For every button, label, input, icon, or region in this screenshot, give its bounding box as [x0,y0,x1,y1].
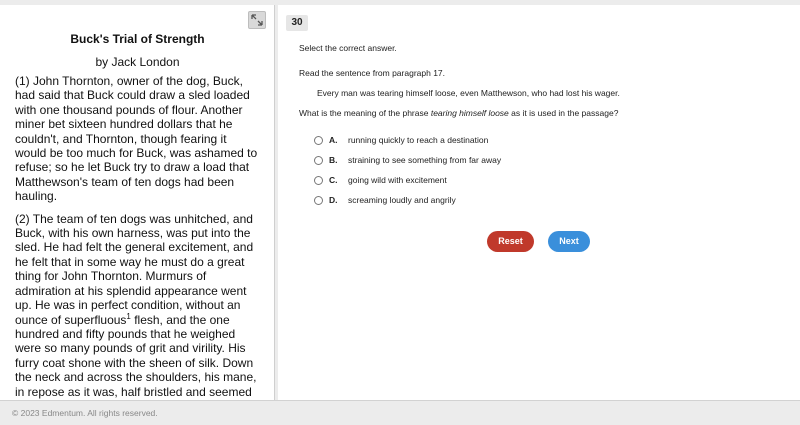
question-stem-end: as it is used in the passage? [508,108,619,118]
paragraph-2-text-start: (2) The team of ten dogs was unhitched, and Buck, with his own harness, was put into the sled. He had felt the general excitement, and he felt that in some way he must do a great thing for John Thornton. Murmurs of admiration at his splendid appearance went up. He was in perfect condition, without an ounce of superfluous [15,211,254,327]
passage-title: Buck's Trial of Strength [70,32,205,46]
choice-c-letter: C. [329,175,338,185]
choice-c-text: going wild with excitement [348,175,447,185]
copyright-text: © 2023 Edmentum. All rights reserved. [12,408,158,418]
question-number: 30 [286,15,308,31]
choice-b-letter: B. [329,155,338,165]
choice-b[interactable] [314,153,501,167]
passage-body [15,74,260,400]
question-prompt: Read the sentence from paragraph 17. [299,68,446,78]
choice-d[interactable] [314,193,456,207]
radio-d[interactable] [314,196,323,205]
question-stem-start: What is the meaning of the phrase [299,108,431,118]
choice-a-text: running quickly to reach a destination [348,135,489,145]
footer [0,400,800,425]
next-button[interactable]: Next [548,231,590,252]
choice-b-text: straining to see something from far away [348,155,502,165]
paragraph-1: (1) John Thornton, owner of the dog, Buck, had said that Buck could draw a sled loaded with one thousand pounds of flour. Another miner bet sixteen hundred dollars that he couldn't, and Thornton, though fearing it would be too much for Buck, was ashamed to refuse; so he let Buck try to draw a load that Matthewson's team of ten dogs had been hauling. [15,74,258,204]
question-instruction: Select the correct answer. [299,43,397,53]
paragraph-2-text-end: flesh, and the one hundred and fifty pounds that he weighed were so many pounds of grit and virility. His furry coat shone with the sheen of silk. Down the neck and across the shoulders, his mane, in repose as it was, half bristled and seemed [15,312,257,399]
passage-pane[interactable] [0,5,275,400]
expand-button[interactable] [248,11,266,29]
question-stem-phrase: tearing himself loose [430,108,509,118]
choice-a[interactable] [314,133,488,147]
choice-a-letter: A. [329,135,338,145]
quoted-sentence: Every man was tearing himself loose, even Matthewson, who had lost his wager. [317,88,620,98]
radio-b[interactable] [314,156,323,165]
radio-a[interactable] [314,136,323,145]
question-pane [278,5,800,400]
choice-d-letter: D. [329,195,338,205]
passage-author: by Jack London [95,55,180,69]
paragraph-2 [15,212,260,400]
question-stem [299,108,618,118]
reset-button[interactable]: Reset [487,231,534,252]
choice-c[interactable] [314,173,447,187]
footnote-marker[interactable]: 1 [126,311,131,321]
radio-c[interactable] [314,176,323,185]
choice-d-text: screaming loudly and angrily [348,195,456,205]
expand-arrows-icon [251,14,263,26]
